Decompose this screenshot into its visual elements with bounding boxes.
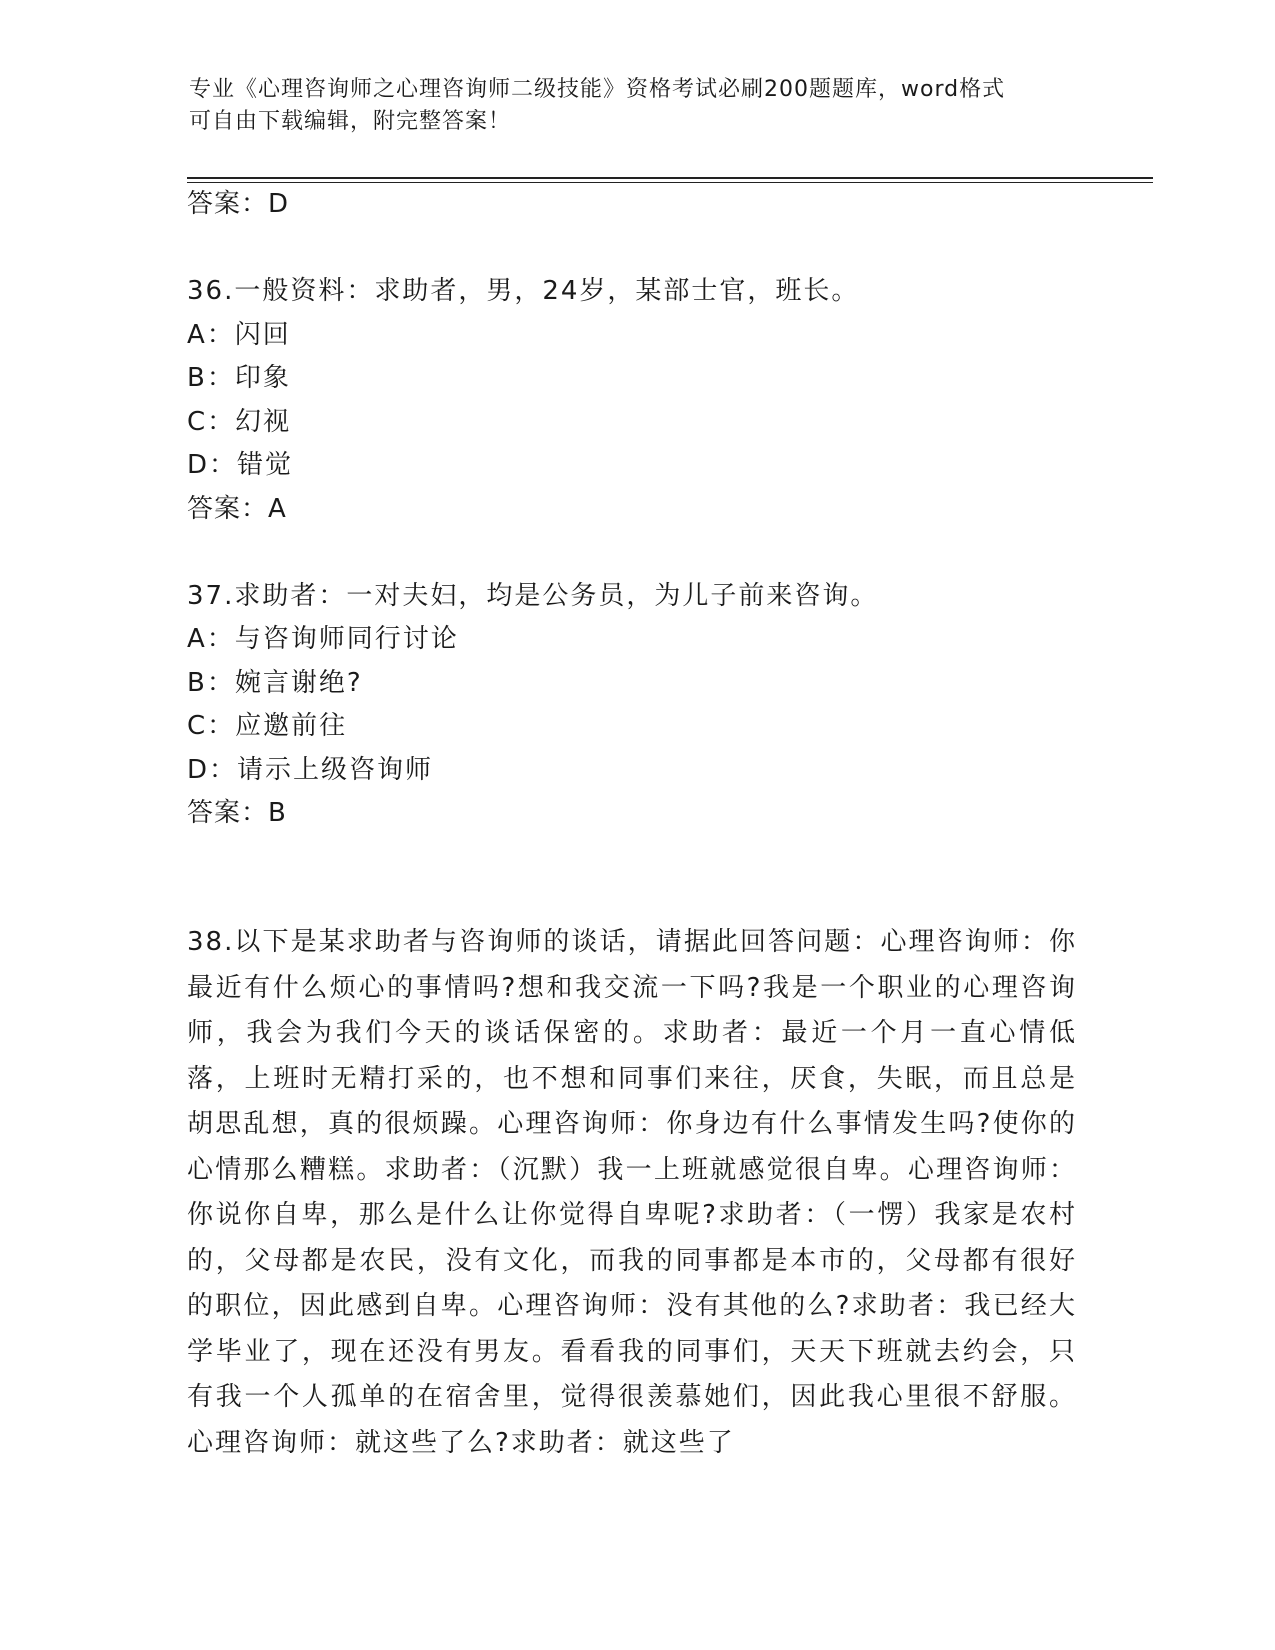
question-36-answer: 答案：A: [187, 494, 287, 524]
question-36-stem: 36.一般资料：求助者，男，24岁，某部士官，班长。: [187, 276, 860, 306]
question-37-option-c: C：应邀前往: [187, 711, 348, 741]
previous-answer: 答案：D: [187, 189, 290, 219]
question-37-answer: 答案：B: [187, 798, 287, 828]
question-37-option-b: B：婉言谢绝?: [187, 668, 363, 698]
question-36-option-b: B：印象: [187, 363, 291, 393]
document-header: [189, 74, 1069, 138]
header-divider-thin: [187, 182, 1153, 183]
header-line-1: 专业《心理咨询师之心理咨询师二级技能》资格考试必刷200题题库，word格式: [189, 77, 1006, 102]
header-line-2: 可自由下载编辑，附完整答案！: [189, 109, 512, 134]
question-37-option-d: D：请示上级咨询师: [187, 755, 434, 785]
question-37-option-a: A：与咨询师同行讨论: [187, 624, 459, 654]
header-divider-thick: [187, 177, 1153, 179]
question-36-option-d: D：错觉: [187, 450, 294, 480]
question-36-option-a: A：闪回: [187, 320, 291, 350]
question-37-stem: 37.求助者：一对夫妇，均是公务员，为儿子前来咨询。: [187, 581, 879, 611]
question-36-option-c: C：幻视: [187, 407, 292, 437]
question-38-text: 38.以下是某求助者与咨询师的谈话，请据此回答问题：心理咨询师：你最近有什么烦心的事情吗?想和我交流一下吗?我是一个职业的心理咨询师，我会为我们今天的谈话保密的。求助者：最近一个月一直心情低落，上班时无精打采的，也不想和同事们来往，厌食，失眠，而且总是胡思乱想，真的很烦躁。心理咨询师：你身边有什么事情发生吗?使你的心情那么糟糕。求助者：（沉默）我一上班就感觉很自卑。心理咨询师：你说你自卑，那么是什么让你觉得自卑呢?求助者：（一愣）我家是农村的，父母都是农民，没有文化，而我的同事都是本市的，父母都有很好的职位，因此感到自卑。心理咨询师：没有其他的么?求助者：我已经大学毕业了，现在还没有男友。看看我的同事们，天天下班就去约会，只有我一个人孤单的在宿舍里，觉得很羡慕她们，因此我心里很不舒服。心理咨询师：就这些了么?求助者：就这些了: [187, 927, 1077, 1458]
